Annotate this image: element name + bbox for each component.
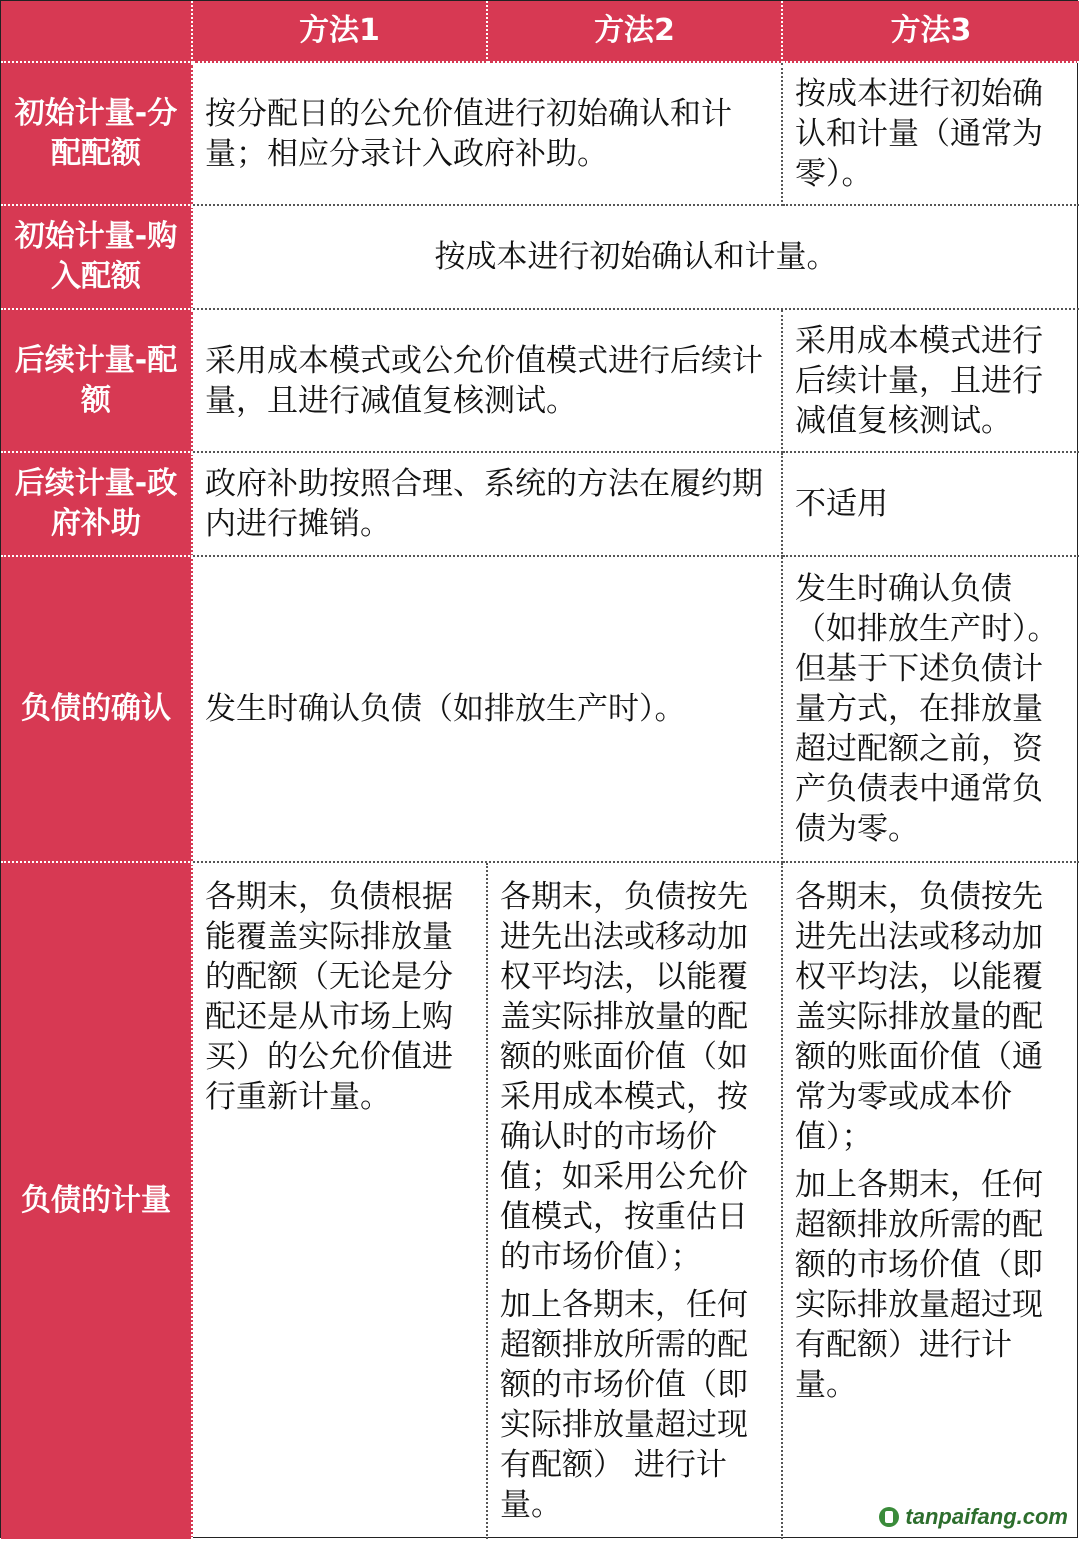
leaf-logo-icon <box>879 1507 899 1527</box>
cell-alloc-method-1-2: 按分配日的公允价值进行初始确认和计量；相应分录计入政府补助。 <box>193 63 783 206</box>
table-corner <box>1 1 193 63</box>
row-label-purchase: 初始计量-购入配额 <box>1 206 193 310</box>
header-method-1: 方法1 <box>193 1 488 63</box>
cell-liability-recognition-method-1-2: 发生时确认负债（如排放生产时）。 <box>193 557 783 863</box>
cell-grant-method-1-2: 政府补助按照合理、系统的方法在履约期内进行摊销。 <box>193 453 783 557</box>
cell-liability-measurement-method-1 <box>193 863 488 1539</box>
row-label-liability-measurement: 负债的计量 <box>1 863 193 1539</box>
cell-liability-recognition-method-3: 发生时确认负债（如排放生产时）。但基于下述负债计量方式，在排放量超过配额之前，资产负债表中通常负债为零。 <box>783 557 1079 863</box>
cell-liability-measurement-method-2 <box>488 863 783 1539</box>
header-method-3: 方法3 <box>783 1 1079 63</box>
liability-measurement-method-1-text: 各期末，负债根据能覆盖实际排放量的配额（无论是分配还是从市场上购买）的公允价值进行重新计量。 <box>205 879 453 1115</box>
cell-subsequent-method-1-2: 采用成本模式或公允价值模式进行后续计量，且进行减值复核测试。 <box>193 310 783 453</box>
cell-grant-method-3: 不适用 <box>783 453 1079 557</box>
cell-alloc-method-3: 按成本进行初始确认和计量（通常为零）。 <box>783 63 1079 206</box>
liability-measurement-method-2-para-1: 各期末，负债按先进先出法或移动加权平均法，以能覆盖实际排放量的配额的账面价值（如采用成本模式，按确认时的市场价值；如采用公允价值模式，按重估日的市场价值）； <box>500 879 748 1275</box>
watermark-text: tanpaifang.com <box>905 1504 1068 1529</box>
row-label-alloc: 初始计量-分配配额 <box>1 63 193 206</box>
liability-measurement-method-3-para-2: 加上各期末，任何超额排放所需的配额的市场价值（即实际排放量超过现有配额）进行计量。 <box>795 1167 1043 1403</box>
liability-measurement-method-2-para-2: 加上各期末，任何超额排放所需的配额的市场价值（即实际排放量超过现有配额） 进行计量。 <box>500 1287 748 1523</box>
cell-subsequent-method-3: 采用成本模式进行后续计量，且进行减值复核测试。 <box>783 310 1079 453</box>
header-method-2: 方法2 <box>488 1 783 63</box>
row-label-subsequent: 后续计量-配额 <box>1 310 193 453</box>
liability-measurement-method-3-para-1: 各期末，负债按先进先出法或移动加权平均法，以能覆盖实际排放量的配额的账面价值（通常为零或成本价值）； <box>795 879 1043 1155</box>
watermark-logo <box>879 1504 1068 1530</box>
cell-liability-measurement-method-3 <box>783 863 1079 1539</box>
cell-purchase-all-methods: 按成本进行初始确认和计量。 <box>193 206 1079 310</box>
row-label-grant: 后续计量-政府补助 <box>1 453 193 557</box>
row-label-liability-recognition: 负债的确认 <box>1 557 193 863</box>
